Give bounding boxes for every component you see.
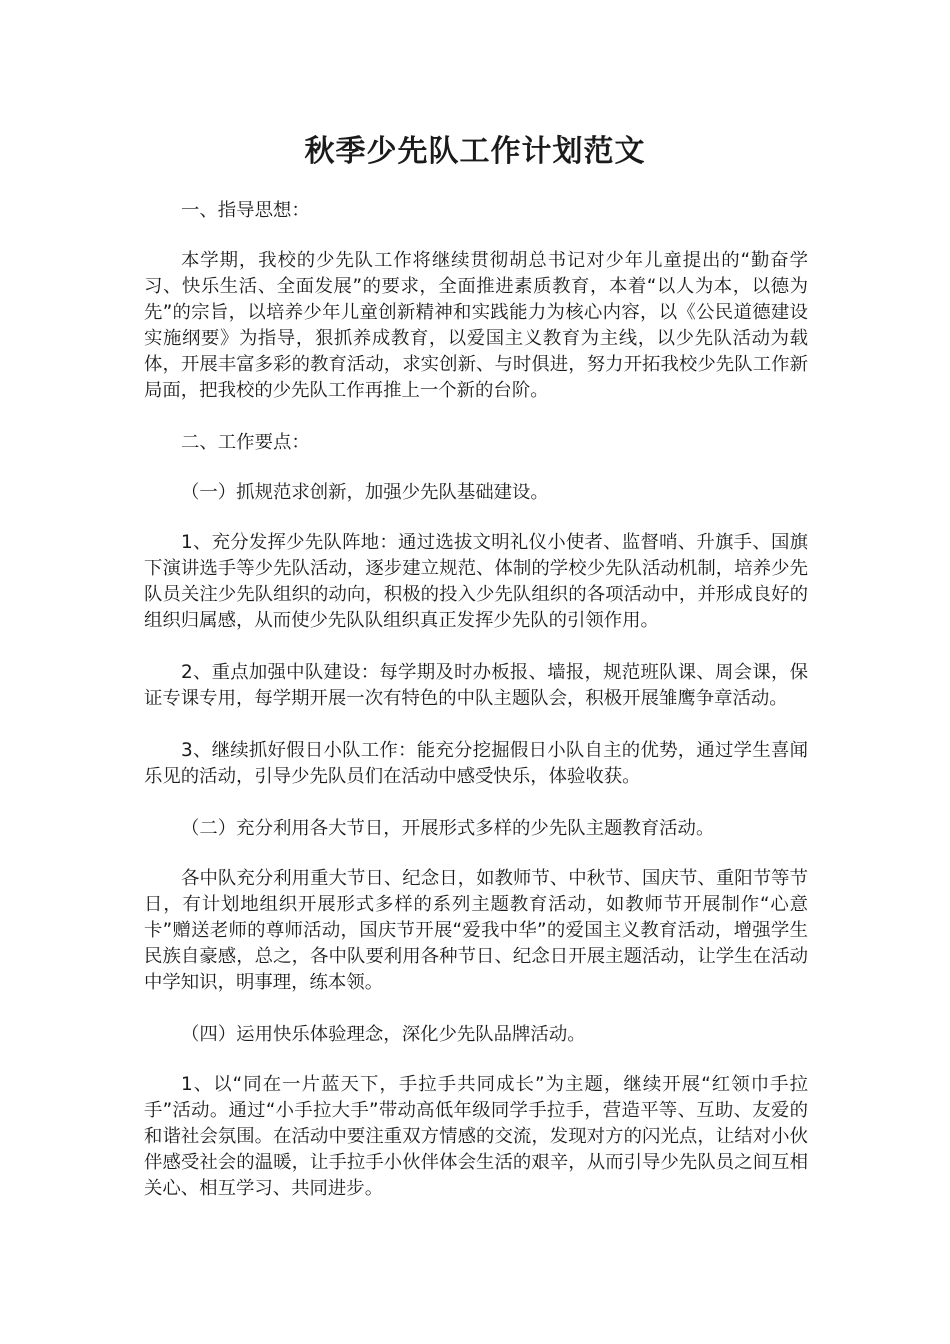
- paragraph-festivals: 各中队充分利用重大节日、纪念日，如教师节、中秋节、国庆节、重阳节等节日，有计划地组织开展形式多样的系列主题教育活动，如教师节开展制作“心意卡”赠送老师的尊师活动，国庆节开展“爱我中华”的爱国主义教育活动，增强学生民族自豪感，总之，各中队要利用各种节日、纪念日开展主题活动，让学生在活动中学知识，明事理，练本领。: [144, 868, 808, 993]
- subsection-heading-1: （一）抓规范求创新，加强少先队基础建设。: [181, 482, 549, 503]
- paragraph-item-2: 2、重点加强中队建设：每学期及时办板报、墙报，规范班队课、周会课，保证专课专用，每学期开展一次有特色的中队主题队会，积极开展雏鹰争章活动。: [144, 662, 808, 709]
- paragraph-guiding-thought: 本学期，我校的少先队工作将继续贯彻胡总书记对少年儿童提出的“勤奋学习、快乐生活、全面发展”的要求，全面推进素质教育，本着“以人为本，以德为先”的宗旨，以培养少年儿童创新精神和实践能力为核心内容，以《公民道德建设实施纲要》为指导，狠抓养成教育，以爱国主义教育为主线，以少先队活动为载体，开展丰富多彩的教育活动，求实创新、与时俱进，努力开拓我校少先队工作新局面，把我校的少先队工作再推上一个新的台阶。: [144, 250, 808, 401]
- section-heading-guiding-thought: 一、指导思想：: [181, 200, 310, 221]
- document-body: [144, 198, 808, 1228]
- subsection-heading-4: （四）运用快乐体验理念，深化少先队品牌活动。: [181, 1024, 586, 1045]
- subsection-heading-2: （二）充分利用各大节日，开展形式多样的少先队主题教育活动。: [181, 818, 715, 839]
- paragraph-hand-in-hand: 1、以“同在一片蓝天下，手拉手共同成长”为主题，继续开展“红领巾手拉手”活动。通过“小手拉大手”带动高低年级同学手拉手，营造平等、互助、友爱的和谐社会氛围。在活动中要注重双方情感的交流，发现对方的闪光点，让结对小伙伴感受社会的温暖，让手拉手小伙伴体会生活的艰辛，从而引导少先队员之间互相关心、相互学习、共同进步。: [144, 1074, 808, 1199]
- document-title: 秋季少先队工作计划范文: [304, 134, 646, 169]
- section-heading-work-points: 二、工作要点：: [181, 432, 310, 453]
- paragraph-item-1: 1、充分发挥少先队阵地：通过选拔文明礼仪小使者、监督哨、升旗手、国旗下演讲选手等少先队活动，逐步建立规范、体制的学校少先队活动机制，培养少先队员关注少先队组织的动向，积极的投入少先队组织的各项活动中，并形成良好的组织归属感，从而使少先队队组织真正发挥少先队的引领作用。: [144, 532, 808, 631]
- paragraph-item-3: 3、继续抓好假日小队工作：能充分挖掘假日小队自主的优势，通过学生喜闻乐见的活动，引导少先队员们在活动中感受快乐，体验收获。: [144, 740, 808, 787]
